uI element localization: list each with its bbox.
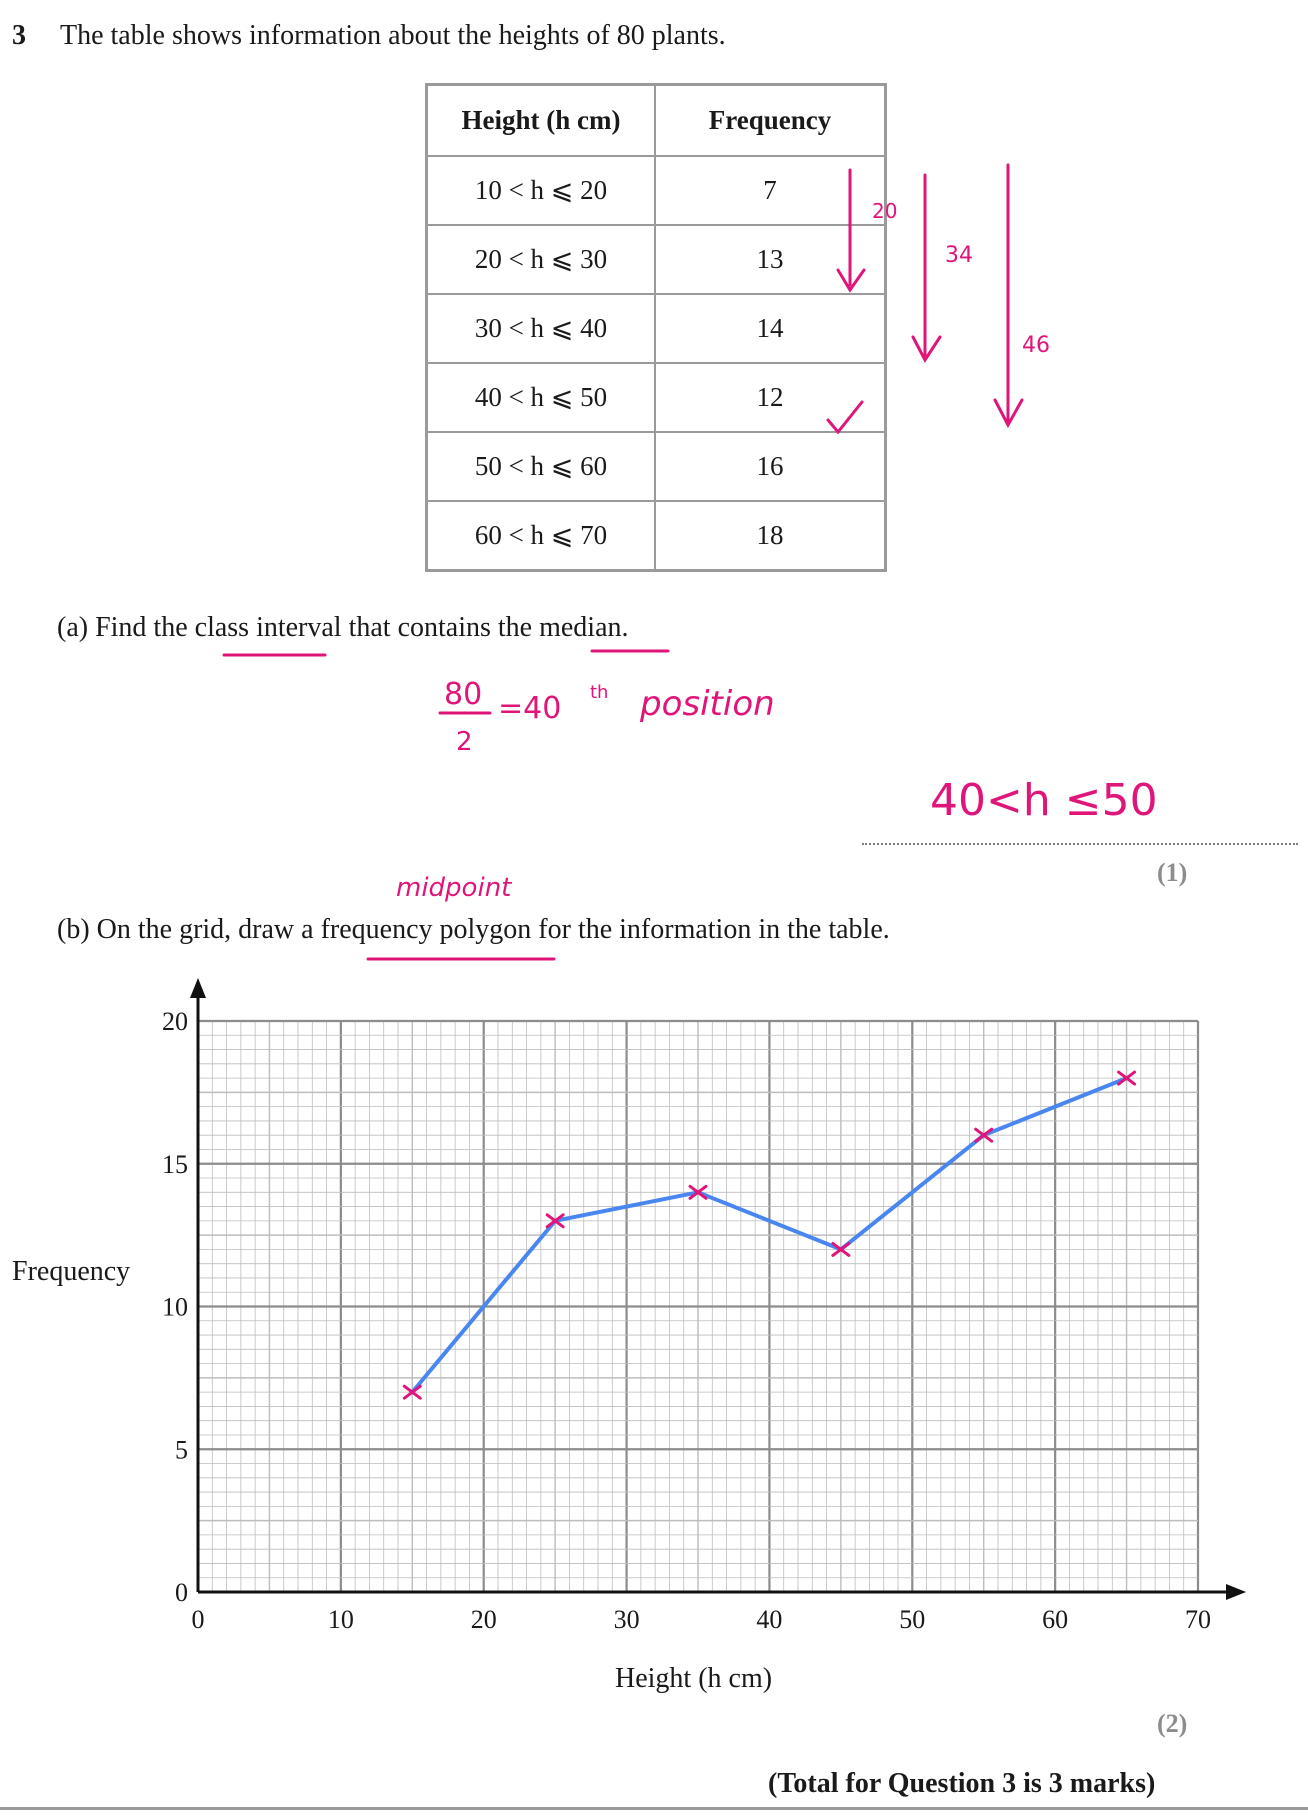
frequency-cell: 18: [655, 501, 886, 571]
frequency-cell: 13: [655, 225, 886, 294]
frequency-polygon-chart: [162, 978, 1246, 1634]
interval-cell: 40 < h ⩽ 50: [427, 363, 656, 432]
median-position: position: [640, 684, 775, 724]
cumulative-46: 46: [1022, 333, 1050, 358]
x-tick-label: 0: [191, 1605, 205, 1634]
frequency-cell: 14: [655, 294, 886, 363]
total-marks: (Total for Question 3 is 3 marks): [768, 1768, 1156, 1799]
y-tick-label: 10: [162, 1292, 188, 1322]
part-b-marks: (2): [1157, 1709, 1188, 1738]
part-b-text: (b) On the grid, draw a frequency polygon for the information in the table.: [57, 914, 890, 945]
y-tick-label: 20: [162, 1007, 188, 1036]
y-tick-label: 0: [175, 1578, 188, 1607]
question-number: 3: [12, 20, 26, 51]
cumulative-arrow-1: [838, 170, 864, 290]
interval-cell: 60 < h ⩽ 70: [427, 501, 656, 571]
x-tick-label: 70: [1185, 1605, 1211, 1634]
cumulative-20: 20: [872, 199, 898, 223]
y-axis-arrow: [190, 978, 206, 998]
y-axis-label: Frequency: [12, 1256, 131, 1287]
interval-cell: 20 < h ⩽ 30: [427, 225, 656, 294]
x-tick-label: 10: [327, 1605, 354, 1634]
part-a-text: (a) Find the class interval that contains the median.: [57, 612, 629, 643]
interval-cell: 50 < h ⩽ 60: [427, 432, 656, 501]
question-text: The table shows information about the heights of 80 plants.: [60, 20, 726, 51]
y-tick-label: 5: [175, 1435, 188, 1465]
frequency-cell: 12: [655, 363, 886, 432]
cumulative-arrow-3: [995, 165, 1022, 425]
median-fraction-denominator: 2: [456, 727, 473, 757]
x-tick-label: 50: [899, 1605, 926, 1634]
frequency-cell: 7: [655, 156, 886, 225]
median-fraction-numerator: 80: [444, 677, 483, 712]
median-equals-40: =40: [498, 691, 562, 726]
interval-cell: 10 < h ⩽ 20: [427, 156, 656, 225]
midpoint-note: midpoint: [396, 873, 512, 903]
chart-grid: [198, 1021, 1198, 1592]
y-tick-label: 15: [162, 1149, 188, 1179]
x-axis-label: Height (h cm): [615, 1663, 773, 1694]
table-header-frequency: Frequency: [655, 85, 886, 157]
x-tick-label: 30: [613, 1605, 640, 1634]
x-axis-arrow: [1226, 1584, 1246, 1600]
interval-cell: 30 < h ⩽ 40: [427, 294, 656, 363]
x-tick-label: 40: [756, 1605, 783, 1634]
answer-a: 40<h ≤50: [930, 775, 1158, 826]
frequency-cell: 16: [655, 432, 886, 501]
table-header-height: Height (h cm): [427, 85, 656, 157]
x-tick-label: 60: [1042, 1605, 1069, 1634]
median-th: th: [590, 682, 609, 703]
handwriting: [224, 165, 1022, 959]
cumulative-arrow-2: [913, 175, 940, 360]
cumulative-34: 34: [945, 243, 973, 268]
tick-mark: [828, 402, 862, 432]
x-tick-label: 20: [470, 1605, 497, 1634]
part-a-marks: (1): [1157, 858, 1188, 887]
